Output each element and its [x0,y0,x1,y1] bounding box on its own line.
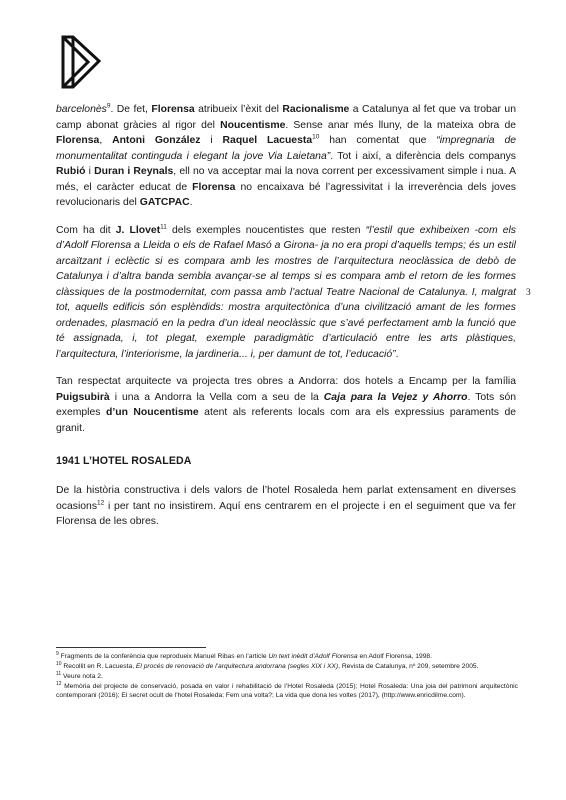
text: , Revista de Catalunya, nº 209, setembre 2005. [338,662,479,670]
text: a Catalunya al fet que va trobar un camp abonat gràcies al rigor del [56,104,516,131]
studio-logo [60,34,102,90]
name: d’un Noucentisme [105,407,199,418]
name: Florensa [56,135,100,146]
name: Caja para la Vejez y Ahorro [323,391,468,403]
paragraph-4 [56,483,516,530]
quote: “l’estil que exhibeixen -com els d’Adolf Florensa a Lleida o els de Rafael Masó a Girona- ja no era propi d’aquells temps; és un estil arcaïtzant i eclèctic si es compara amb les mostres de l’arquitectura neoclàssica de debò de Catalunya i d’altra banda sembla avançar-se al temps si es compara amb el retorn de les formes clàssiques de la postmodernitat, com passa amb l’actual Teatre Nacional de Catalunya. I, malgrat tot, aquells edificis són esplèndids: mostra arquitectònica d’una civilització amant de les formes ordenades, plasmació en la pedra d’un ideal neoclàssic que s’avé perfectament amb la funció que té assignada, i, tot plegat, exemple paradigmàtic d’articulació entre les arts plàstiques, l’arquitectura, l’interiorisme, la jardineria... i, per damunt de tot, l’educació” [56,224,516,360]
footnote-number: 10 [56,660,62,667]
text: barcelonès [56,104,107,115]
text: . Sense anar més lluny, de la mateixa obra de [285,119,517,131]
logo-mark-icon [60,34,102,90]
name: Duran i Reynals [94,166,174,177]
text: atent als referents locals com ara els expressius paraments de granit. [56,407,516,434]
footnotes [56,652,518,701]
document-body [56,102,516,542]
page-number: 3 [526,288,531,298]
section-heading: 1941 L’HOTEL ROSALEDA [56,455,192,467]
text: . [189,197,193,208]
text: en Adolf Florensa, 1998. [357,653,433,660]
name: Puigsubirà [56,391,110,403]
paragraph-2 [56,223,516,363]
footnote-number: 9 [56,650,59,657]
text: atribueix l’èxit del [194,104,283,115]
name: Raquel Lacuesta [222,135,313,146]
text: . Tots són exemples [56,391,516,418]
footnote-number: 12 [56,680,62,687]
text: i [200,135,223,146]
name: Florensa [151,104,195,115]
text: han comentat que [319,135,437,146]
text: , [99,135,113,146]
text: dels exemples noucentistes que resten [166,224,366,236]
text: . [395,348,399,360]
text: . Tot i així, a diferència dels companys [330,150,516,162]
text: Memòria del projecte de conservació, posada en valor i rehabilitació de l’Hotel Rosaleda (2015); Hotel Rosaleda: Una joia del patrimoni arquitectònic contemporani (2016); El secret ocult de l’hotel Rosaleda; Fem una volta?; La vida que dona les voltes (2017), (http://www.enricdilme.com). [56,682,518,700]
name: Rubió [56,166,86,177]
text: Com ha dit [56,224,116,236]
footnote-11 [56,672,518,681]
quote: “impregnaria de monumentalitat continguda i elegant la jove Via Laietana” [56,135,517,162]
name: Antoni González [112,135,201,146]
text: i per tant no insistirem. Aquí ens centrarem en el projecte i en el seguiment que va fer Florensa de les obres. [56,500,516,527]
name: J. Llovet [115,224,161,236]
paragraph-3 [56,374,516,436]
text: De la història constructiva i dels valors de l’hotel Rosaleda hem parlat extensament en diverses ocasions [56,485,516,512]
paragraph-1 [56,102,516,211]
name: Racionalisme [282,104,350,115]
footnote-separator [56,647,206,648]
footnote-10 [56,662,518,671]
text: i [85,166,95,177]
text: El procés de renovació de l’arquitectura andorrana (segles XIX i XX) [135,662,339,670]
text: Tan respectat arquitecte va projecta tres obres a Andorra: dos hotels a Encamp per la família [56,376,516,387]
footnote-9 [56,652,518,661]
name: GATCPAC [139,197,190,208]
footnote-12 [56,682,518,701]
footnote-ref: 10 [312,133,320,141]
text: . De fet, [110,104,152,115]
name: Noucentisme [220,119,286,131]
text: no encaixava bé l’agressivitat i la irreverència dels joves revolucionaris del [56,181,516,208]
text: i una a Andorra la Vella com a seu de la [109,391,324,403]
text: Veure nota 2. [61,672,103,680]
footnote-ref: 9 [106,102,111,110]
name: Florensa [192,181,236,193]
text: Un text inèdit d’Adolf Florensa [268,653,358,660]
footnote-ref: 12 [97,499,105,507]
text: Fragments de la conferència que reprodueix Manuel Ribas en l’article [58,653,269,660]
footnote-ref: 11 [160,223,167,231]
text: , ell no va acceptar mai la nova corrent per excessivament simple i nua. A més, el caràcter educat de [56,166,516,193]
text: Recollit en R. Lacuesta, [61,662,136,670]
footnote-number: 11 [56,670,62,677]
